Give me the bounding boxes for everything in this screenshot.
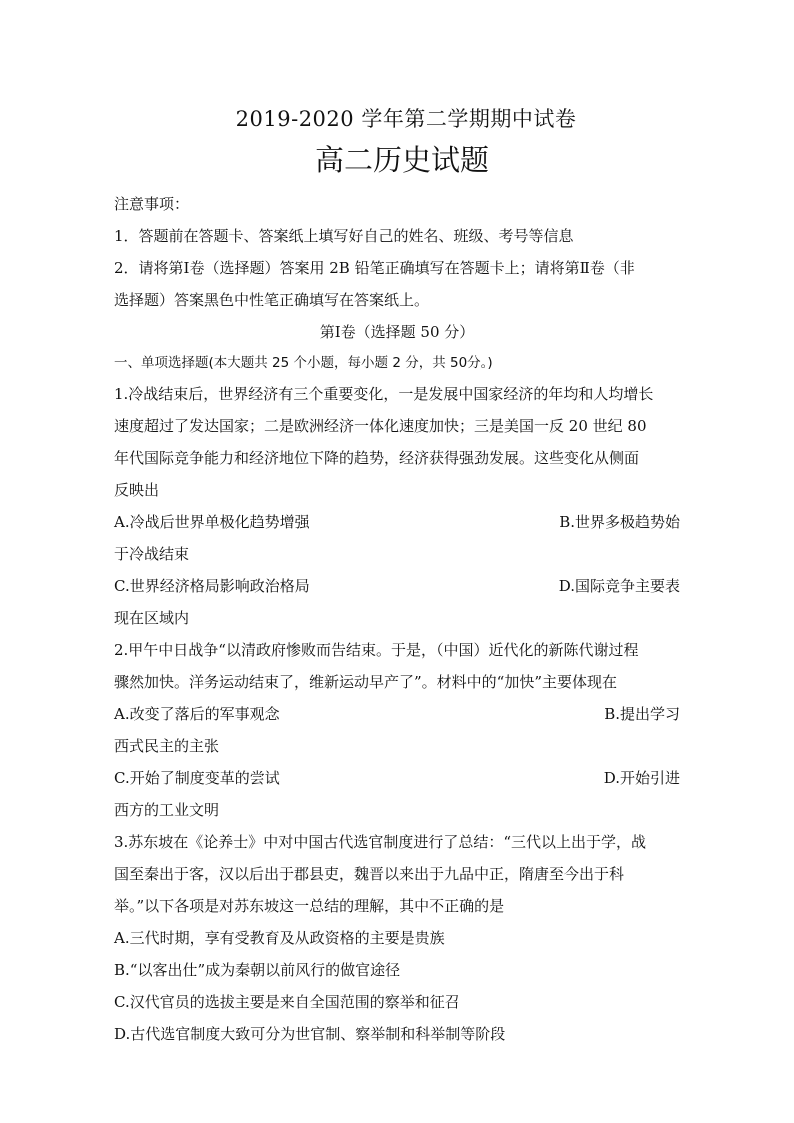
- option-a: A.改变了落后的军事观念: [114, 705, 280, 723]
- notes-item-2-line-1: 2．请将第Ⅰ卷（选择题）答案用 2B 铅笔正确填写在答题卡上；请将第Ⅱ卷（非: [114, 259, 635, 277]
- option-b-continuation: 于冷战结束: [114, 545, 190, 563]
- option-row: [114, 762, 680, 794]
- section-heading: 一、单项选择题(本大题共 25 个小题，每小题 2 分，共 50分。): [114, 355, 493, 371]
- question-1: [114, 378, 680, 634]
- question-stem-line: 3.苏东坡在《论养士》中对中国古代选官制度进行了总结：“三代以上出于学，战: [114, 833, 646, 851]
- notes-heading: 注意事项：: [114, 195, 190, 213]
- notes-item-1: 1．答题前在答题卡、答案纸上填写好自己的姓名、班级、考号等信息: [114, 227, 574, 245]
- option-d: D.国际竞争主要表: [558, 577, 680, 595]
- exam-title: 2019-2020 学年第二学期期中试卷: [235, 107, 577, 131]
- option-c: C.开始了制度变革的尝试: [114, 769, 280, 787]
- question-stem-line: 年代国际竞争能力和经济地位下降的趋势，经济获得强劲发展。这些变化从侧面: [114, 449, 640, 467]
- option-a: A.冷战后世界单极化趋势增强: [114, 513, 310, 531]
- question-3: [114, 826, 680, 1050]
- option-d-continuation: 西方的工业文明: [114, 801, 220, 819]
- question-stem-line: 反映出: [114, 481, 160, 499]
- question-stem-line: 1.冷战结束后，世界经济有三个重要变化，一是发展中国家经济的年均和人均增长: [114, 385, 654, 403]
- option-row: [114, 698, 680, 730]
- option-b: B.提出学习: [604, 705, 680, 723]
- exam-page: [114, 100, 680, 1050]
- option-c: C.汉代官员的选拔主要是来自全国范围的察举和征召: [114, 993, 460, 1011]
- subject-title: 高二历史试题: [314, 143, 489, 177]
- question-stem-line: 举。”以下各项是对苏东坡这一总结的理解，其中不正确的是: [114, 897, 505, 915]
- option-b: B.世界多极趋势始: [559, 513, 680, 531]
- question-stem-line: 骤然加快。洋务运动结束了，维新运动早产了”。材料中的“加快”主要体现在: [114, 673, 618, 691]
- question-stem-line: 国至秦出于客，汉以后出于郡县吏，魏晋以来出于九品中正，隋唐至今出于科: [114, 865, 625, 883]
- option-c: C.世界经济格局影响政治格局: [114, 577, 310, 595]
- question-2: [114, 634, 680, 826]
- option-d: D.开始引进: [603, 769, 680, 787]
- question-stem-line: 速度超过了发达国家；二是欧洲经济一体化速度加快；三是美国一反 20 世纪 80: [114, 417, 647, 435]
- option-a: A.三代时期，享有受教育及从政资格的主要是贵族: [114, 929, 445, 947]
- option-d: D.古代选官制度大致可分为世官制、察举制和科举制等阶段: [114, 1025, 506, 1043]
- notes-item-2-line-2: 选择题）答案黑色中性笔正确填写在答案纸上。: [114, 291, 430, 309]
- option-b-continuation: 西式民主的主张: [114, 737, 220, 755]
- option-row: [114, 506, 680, 538]
- option-b: B.“以客出仕”成为秦朝以前风行的做官途径: [114, 961, 401, 979]
- option-row: [114, 570, 680, 602]
- part-1-title: 第Ⅰ卷（选择题 50 分）: [319, 323, 475, 341]
- question-stem-line: 2.甲午中日战争“以清政府惨败而告结束。于是，（中国）近代化的新陈代谢过程: [114, 641, 639, 659]
- option-d-continuation: 现在区域内: [114, 609, 190, 627]
